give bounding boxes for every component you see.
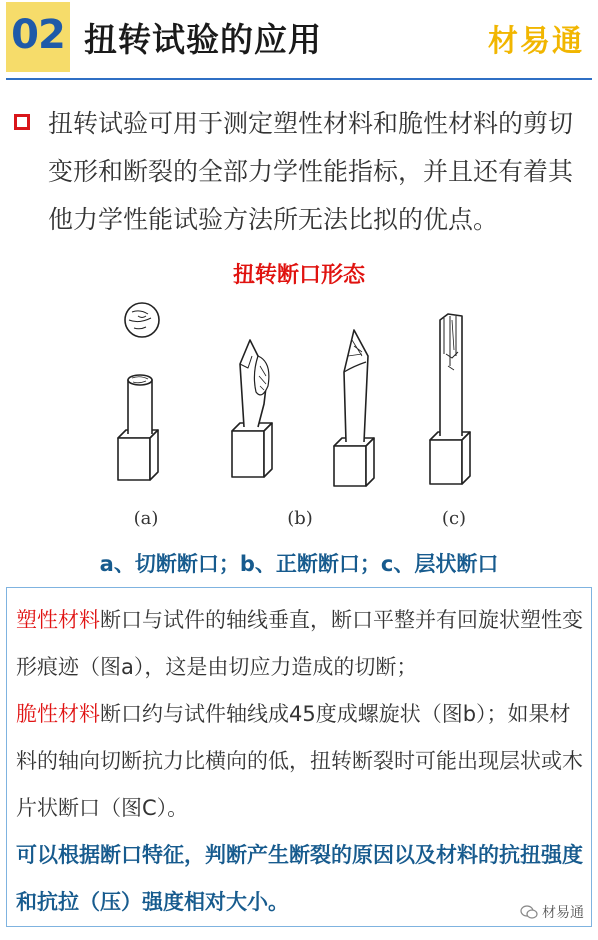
label-b: (b) bbox=[287, 508, 313, 529]
specimen-a-drawing bbox=[118, 303, 159, 480]
figure-title: 扭转断口形态 bbox=[232, 263, 365, 288]
intro-paragraph: 扭转试验可用于测定塑性材料和脆性材料的剪切变形和断裂的全部力学性能指标，并且还有着其他力学性能试验方法所无法比拟的优点。 bbox=[48, 109, 574, 234]
specimen-c-drawing bbox=[334, 330, 374, 486]
watermark bbox=[520, 902, 584, 922]
section-number: 02 bbox=[11, 12, 65, 58]
ductile-term: 塑性材料 bbox=[16, 608, 100, 632]
header bbox=[0, 0, 598, 78]
figure-caption: a、切断断口；b、正断断口；c、层状断口 bbox=[99, 552, 499, 576]
ductile-text: 断口与试件的轴线垂直，断口平整并有回旋状塑性变形痕迹（图a），这是由切应力造成的切断； bbox=[16, 608, 583, 679]
conclusion-text: 可以根据断口特征，判断产生断裂的原因以及材料的抗扭强度和抗拉（压）强度相对大小。 bbox=[16, 843, 583, 914]
header-divider bbox=[6, 78, 592, 80]
wechat-icon bbox=[520, 905, 538, 919]
square-bullet-icon bbox=[14, 114, 30, 130]
specimen-layered-drawing bbox=[430, 314, 470, 484]
label-c: (c) bbox=[441, 508, 467, 529]
fracture-figure bbox=[100, 296, 500, 541]
brittle-term: 脆性材料 bbox=[16, 702, 100, 726]
label-a: (a) bbox=[133, 508, 159, 529]
specimen-b-drawing bbox=[232, 340, 272, 477]
brand-logo: 材易通 bbox=[488, 24, 584, 59]
watermark-text: 材易通 bbox=[542, 905, 584, 921]
explanation-text bbox=[16, 597, 586, 926]
brittle-text: 断口约与试件轴线成45度成螺旋状（图b）；如果材料的轴向切断抗力比横向的低，扭转断裂时可能出现层状或木片状断口（图C）。 bbox=[16, 702, 583, 820]
page-title: 扭转试验的应用 bbox=[84, 20, 322, 59]
